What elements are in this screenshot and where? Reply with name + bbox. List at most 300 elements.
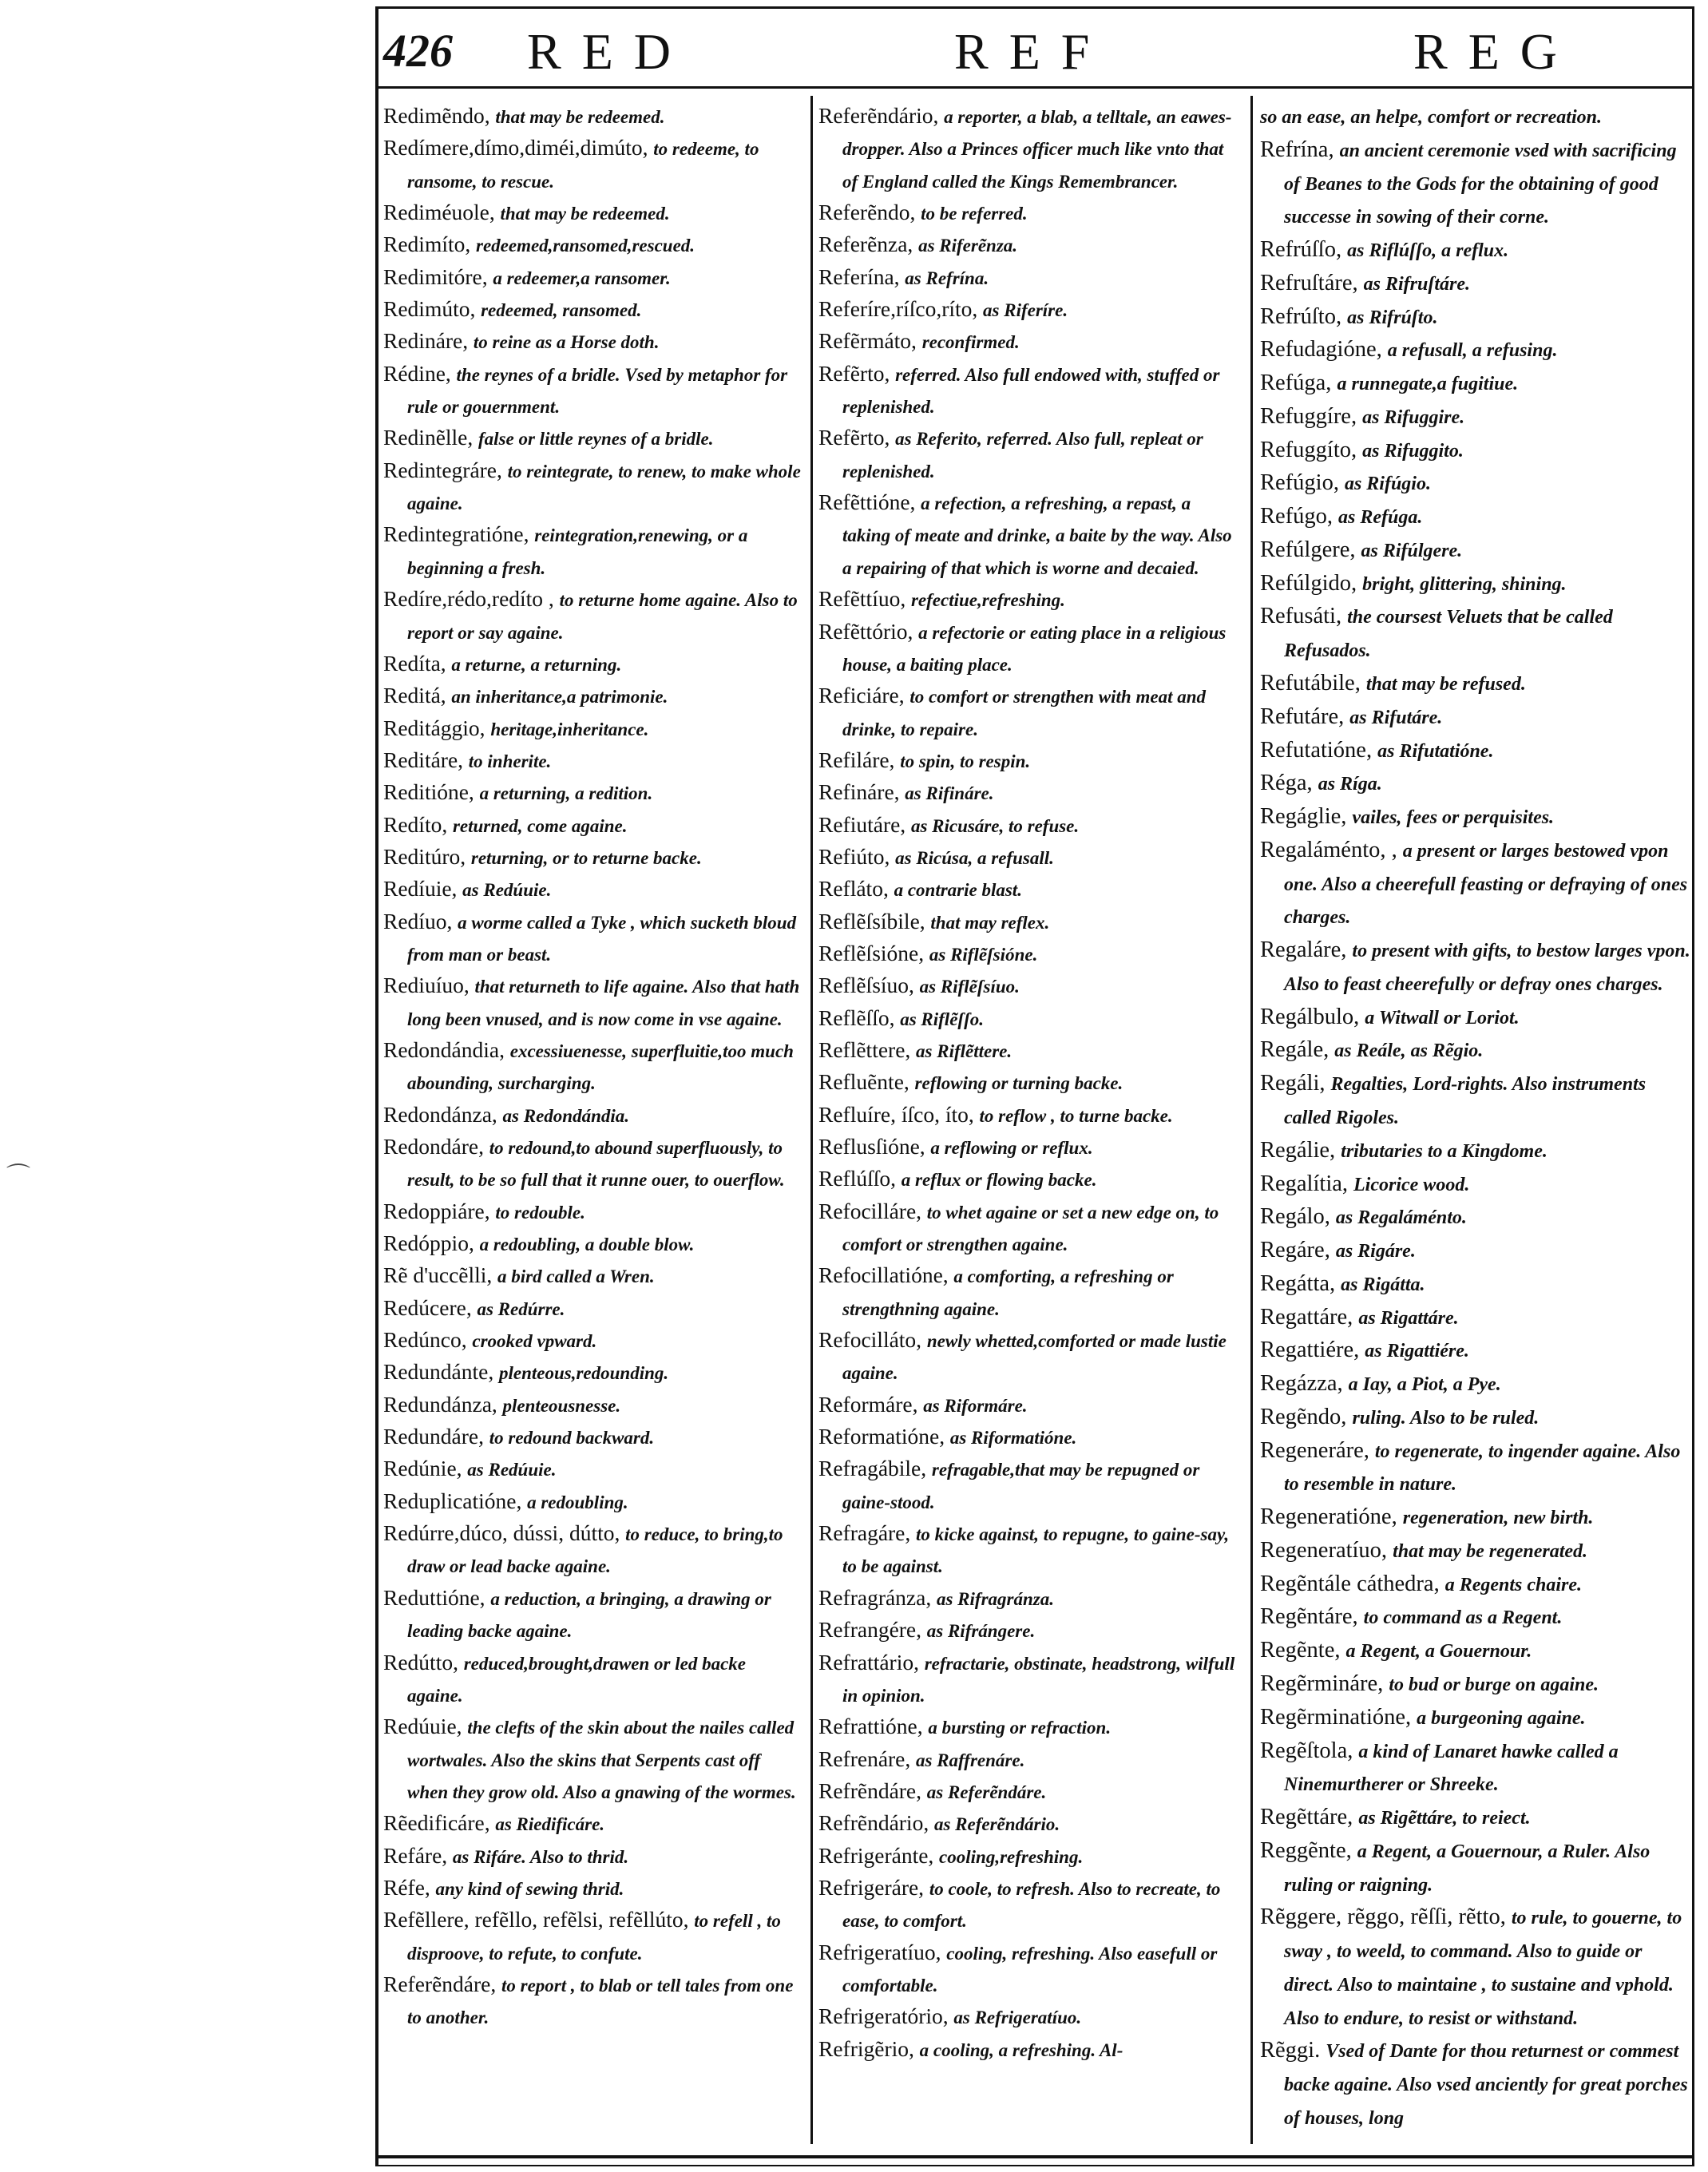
- entry-headword: Refẽrmáto,: [818, 328, 917, 354]
- entry-definition: a runnegate,a fugitiue.: [1337, 374, 1519, 395]
- dictionary-entry: [1260, 1135, 1691, 1168]
- entry-definition: as Riedificáre.: [495, 1814, 605, 1835]
- entry-headword: Regẽnte,: [1260, 1638, 1341, 1663]
- entry-headword: Regẽntáre,: [1260, 1604, 1358, 1630]
- entry-headword: Rediuíuo,: [383, 973, 470, 998]
- entry-definition: to redound backward.: [489, 1428, 655, 1449]
- dictionary-entry: [818, 359, 1240, 423]
- entry-definition: as Refúga.: [1338, 507, 1423, 529]
- entry-headword: Refúga,: [1260, 371, 1332, 396]
- entry-headword: Regále,: [1260, 1037, 1330, 1063]
- entry-definition: to comfort or strengthen with meat and drinke, to repaire.: [842, 687, 1206, 739]
- dictionary-entry: [1260, 767, 1691, 801]
- dictionary-entry: [1260, 801, 1691, 834]
- entry-definition: a contrarie blast.: [894, 880, 1022, 901]
- entry-definition: that may reflex.: [930, 912, 1050, 933]
- entry-headword: Regẽſtola,: [1260, 1738, 1353, 1763]
- entry-definition: to bud or burge on againe.: [1389, 1674, 1599, 1695]
- entry-definition: as Referẽndáre.: [926, 1782, 1047, 1802]
- dictionary-entry: [1260, 568, 1691, 601]
- entry-definition: as Rifrángere.: [926, 1621, 1036, 1642]
- entry-headword: Redintegráre,: [383, 457, 502, 482]
- dictionary-entry: [1260, 1068, 1691, 1135]
- entry-definition: plenteous,redounding.: [498, 1363, 669, 1384]
- left-border: [375, 6, 378, 2166]
- entry-definition: reduced,brought,drawen or led backe againe.: [407, 1653, 747, 1706]
- right-border: [1692, 6, 1694, 2166]
- entry-definition: that may be refused.: [1365, 674, 1526, 696]
- entry-definition: that may be redeemed.: [495, 107, 665, 127]
- entry-headword: Rẽ d'uccẽlli,: [383, 1262, 493, 1288]
- dictionary-entry: [383, 294, 805, 326]
- dictionary-entry: [818, 1453, 1240, 1518]
- entry-headword: Refiúto,: [818, 843, 890, 869]
- dictionary-entry: [1260, 1034, 1691, 1068]
- dictionary-entry: [383, 1260, 805, 1292]
- entry-definition: a present or larges bestowed vpon one. Also a cheerefull feasting or defraying of ones charges.: [1284, 840, 1688, 929]
- entry-definition: a bursting or refraction.: [928, 1718, 1112, 1738]
- entry-headword: Refúgo,: [1260, 504, 1334, 529]
- dictionary-entry: [1260, 735, 1691, 768]
- entry-headword: Referẽndo,: [818, 200, 916, 225]
- entry-headword: Refragáre,: [818, 1520, 911, 1546]
- dictionary-entry: [818, 326, 1240, 358]
- dictionary-entry: [1260, 934, 1691, 1001]
- entry-definition: to be referred.: [921, 204, 1028, 224]
- dictionary-entry: [383, 1841, 805, 1873]
- dictionary-entry: [818, 810, 1240, 842]
- entry-definition: as Rifutáre.: [1349, 707, 1443, 728]
- entry-headword: Rẽggere, rẽggo, rẽſſi, rẽtto,: [1260, 1904, 1506, 1930]
- dictionary-entry: [818, 842, 1240, 874]
- entry-definition: crooked vpward.: [472, 1331, 597, 1352]
- dictionary-entry: [383, 1357, 805, 1389]
- dictionary-entry: [818, 1132, 1240, 1163]
- entry-definition: regeneration, new birth.: [1402, 1508, 1594, 1529]
- dictionary-page: [375, 6, 1694, 2166]
- dictionary-entry: [383, 326, 805, 358]
- entry-headword: Regeneratióne,: [1260, 1504, 1397, 1530]
- entry-headword: Redíuo,: [383, 908, 453, 933]
- entry-headword: Regáre,: [1260, 1238, 1330, 1263]
- dictionary-entry: [383, 1647, 805, 1712]
- entry-headword: Refutáre,: [1260, 704, 1345, 729]
- dictionary-entry: [383, 680, 805, 712]
- entry-headword: Regázza,: [1260, 1371, 1343, 1397]
- entry-definition: the reynes of a bridle. Vsed by metaphor for rule or gouernment.: [407, 364, 788, 418]
- entry-headword: Redoppiáre,: [383, 1198, 490, 1223]
- entry-headword: Regẽndo,: [1260, 1404, 1347, 1429]
- dictionary-entry: [1260, 1235, 1691, 1268]
- entry-headword: Rédine,: [383, 360, 451, 386]
- entry-headword: Refrúſſo,: [1260, 237, 1342, 263]
- entry-definition: a returning, a redition.: [479, 783, 653, 804]
- entry-headword: Redúrre,dúco, dússi, dútto,: [383, 1520, 620, 1546]
- dictionary-entry: [1260, 1201, 1691, 1235]
- entry-definition: as Refrína.: [905, 268, 989, 288]
- entry-headword: Redundánte,: [383, 1359, 494, 1385]
- entry-headword: Reflẽſsíbile,: [818, 908, 925, 933]
- entry-definition: as Rifruſtáre.: [1363, 273, 1471, 295]
- entry-headword: Reformatióne,: [818, 1424, 945, 1449]
- entry-headword: Refáre,: [383, 1842, 448, 1868]
- dictionary-entry: [383, 584, 805, 648]
- entry-headword: Refutatióne,: [1260, 737, 1373, 763]
- entry-definition: as Riflẽſſo.: [900, 1009, 984, 1029]
- entry-headword: Redíta,: [383, 650, 446, 676]
- dictionary-entry: [818, 1841, 1240, 1873]
- entry-headword: Reflẽſsióne,: [818, 940, 925, 965]
- column-divider: [810, 96, 813, 2144]
- column-left: [383, 101, 805, 2034]
- entry-headword: Refrigeratório,: [818, 2004, 949, 2029]
- entry-definition: a Regent, a Gouernour, a Ruler. Also ruling or raigning.: [1284, 1841, 1651, 1896]
- entry-definition: to regenerate, to ingender againe. Also to resemble in nature.: [1284, 1441, 1681, 1496]
- dictionary-entry: [1260, 834, 1691, 934]
- dictionary-entry: [1260, 1368, 1691, 1401]
- dictionary-entry: [383, 1132, 805, 1196]
- dictionary-entry: [818, 2034, 1240, 2066]
- entry-headword: Referẽnza,: [818, 232, 913, 257]
- entry-definition: as Riferẽnza.: [918, 236, 1018, 256]
- entry-definition: as Riformatióne.: [949, 1428, 1077, 1449]
- entry-headword: Redimẽndo,: [383, 103, 490, 128]
- entry-headword: Referína,: [818, 264, 900, 289]
- margin-mark: ⌒: [6, 1163, 30, 1190]
- entry-headword: Refẽttíuo,: [818, 586, 906, 612]
- entry-definition: returned, come againe.: [452, 815, 628, 836]
- dictionary-entry: [818, 1873, 1240, 1937]
- entry-headword: Refuggíto,: [1260, 437, 1357, 462]
- entry-headword: Redíre,rédo,redíto ,: [383, 586, 554, 612]
- entry-headword: Refocilláto,: [818, 1327, 922, 1353]
- entry-headword: Regẽrmináre,: [1260, 1671, 1384, 1696]
- entry-headword: Redóppio,: [383, 1231, 474, 1256]
- entry-headword: Redináre,: [383, 328, 469, 354]
- dictionary-entry: [1260, 334, 1691, 367]
- entry-definition: as Rifúlgere.: [1361, 540, 1463, 561]
- entry-definition: redeemed,ransomed,rescued.: [476, 236, 695, 256]
- dictionary-entry: [818, 197, 1240, 229]
- dictionary-entry: [1260, 1735, 1691, 1802]
- entry-headword: Redondáre,: [383, 1134, 484, 1159]
- dictionary-entry: [1260, 401, 1691, 434]
- entry-headword: Regaláre,: [1260, 937, 1347, 963]
- dictionary-entry: [383, 1421, 805, 1453]
- entry-headword: Reggẽnte,: [1260, 1837, 1352, 1863]
- entry-definition: the coursest Veluets that be called Refusados.: [1284, 607, 1613, 662]
- entry-definition: as Ricúsa, a refusall.: [895, 847, 1054, 868]
- dictionary-entry: [818, 1421, 1240, 1453]
- entry-headword: Refluíre, íſco, íto,: [818, 1101, 974, 1127]
- entry-headword: Regattiére,: [1260, 1338, 1360, 1363]
- entry-definition: to redouble.: [495, 1202, 585, 1223]
- dictionary-entry: [383, 262, 805, 294]
- entry-headword: Redimíto,: [383, 232, 471, 257]
- entry-definition: cooling,refreshing.: [939, 1846, 1084, 1867]
- dictionary-entry: [1260, 367, 1691, 401]
- dictionary-entry: [818, 294, 1240, 326]
- entry-headword: Refúlgere,: [1260, 537, 1356, 562]
- bottom-rule-thin: [375, 2165, 1694, 2166]
- entry-definition: to report , to blab or tell tales from one to another.: [407, 1975, 794, 2028]
- dictionary-entry: [1260, 600, 1691, 668]
- entry-definition: to whet againe or set a new edge on, to comfort or strengthen againe.: [842, 1202, 1219, 1255]
- dictionary-entry: [1260, 301, 1691, 335]
- entry-headword: Refrína,: [1260, 137, 1334, 162]
- dictionary-entry: [1260, 1501, 1691, 1535]
- dictionary-entry: [383, 1196, 805, 1228]
- entry-headword: Refiutáre,: [818, 811, 906, 837]
- entry-headword: Refragránza,: [818, 1584, 932, 1610]
- entry-definition: a returne, a returning.: [451, 654, 622, 675]
- entry-definition: as Referito, referred. Also full, repleat or replenished.: [842, 429, 1203, 482]
- entry-headword: Reditá,: [383, 683, 446, 708]
- entry-headword: Regaláménto, ,: [1260, 837, 1397, 862]
- entry-headword: Regẽrminatióne,: [1260, 1704, 1412, 1730]
- entry-definition: a refusall, a refusing.: [1387, 340, 1558, 362]
- entry-definition: an inheritance,a patrimonie.: [451, 687, 668, 707]
- column-right: [1260, 101, 1691, 2135]
- entry-definition: refractarie, obstinate, headstrong, wilfull in opinion.: [842, 1653, 1235, 1706]
- top-border: [375, 6, 1694, 9]
- entry-headword: Regáglie,: [1260, 804, 1347, 830]
- dictionary-entry: [383, 101, 805, 133]
- entry-definition: as Rifináre.: [905, 783, 994, 804]
- entry-definition: that returneth to life againe. Also that hath long been vnused, and is now come in vse againe.: [407, 977, 800, 1029]
- entry-definition: cooling, refreshing. Also easefull or comfortable.: [842, 1943, 1218, 1996]
- entry-headword: Refrẽndáre,: [818, 1778, 922, 1803]
- entry-headword: Referíre,ríſco,ríto,: [818, 296, 978, 322]
- entry-headword: Refrattário,: [818, 1649, 919, 1675]
- dictionary-entry: [383, 1904, 805, 1969]
- entry-headword: Refocilláre,: [818, 1198, 922, 1223]
- dictionary-entry: [818, 101, 1240, 197]
- column-middle: [818, 101, 1240, 2066]
- dictionary-entry: [383, 422, 805, 454]
- entry-headword: Redímere,dímo,diméi,dimúto,: [383, 135, 648, 161]
- dictionary-entry: [383, 1389, 805, 1421]
- running-header: [383, 16, 1686, 80]
- entry-definition: a Regents chaire.: [1444, 1574, 1583, 1595]
- entry-definition: to coole, to refresh. Also to recreate, to ease, to comfort.: [842, 1878, 1221, 1932]
- entry-headword: Refúlgido,: [1260, 570, 1357, 596]
- entry-definition: a reporter, a blab, a telltale, an eawes-dropper. Also a Princes officer much like vnto that of England called the Kings Remembrancer.: [842, 107, 1232, 192]
- dictionary-entry: [1260, 1001, 1691, 1035]
- dictionary-entry: [818, 1615, 1240, 1647]
- dictionary-entry: [1260, 134, 1691, 234]
- entry-definition: as Riferíre.: [983, 300, 1068, 321]
- dictionary-entry: [383, 1808, 805, 1840]
- entry-headword: Refusáti,: [1260, 604, 1342, 629]
- dictionary-entry: [818, 970, 1240, 1002]
- entry-headword: Refrigeránte,: [818, 1842, 934, 1868]
- entry-headword: Refẽrto,: [818, 425, 890, 450]
- entry-definition: so an ease, an helpe, comfort or recreation.: [1260, 107, 1602, 128]
- entry-definition: that may be regenerated.: [1393, 1540, 1588, 1562]
- entry-definition: redeemed, ransomed.: [481, 300, 642, 321]
- entry-headword: Redúnie,: [383, 1456, 462, 1481]
- dictionary-entry: [818, 1711, 1240, 1743]
- dictionary-entry: [1260, 1168, 1691, 1202]
- entry-definition: as Rifutatióne.: [1377, 740, 1494, 762]
- entry-headword: Regẽttáre,: [1260, 1805, 1353, 1830]
- entry-headword: Redintegratióne,: [383, 521, 529, 547]
- entry-definition: as Redúuie.: [462, 880, 552, 901]
- dictionary-entry: [818, 1518, 1240, 1583]
- entry-headword: Refrúſto,: [1260, 303, 1342, 329]
- entry-headword: Redúuie,: [383, 1714, 462, 1739]
- entry-definition: bright, glittering, shining.: [1362, 573, 1567, 595]
- entry-definition: to returne home againe. Also to report or say againe.: [407, 590, 798, 643]
- entry-definition: to redeeme, to ransome, to rescue.: [407, 139, 759, 192]
- dictionary-entry: [818, 1035, 1240, 1067]
- dictionary-entry: [818, 487, 1240, 584]
- entry-definition: a Regent, a Gouernour.: [1345, 1641, 1532, 1663]
- entry-definition: as Riformáre.: [923, 1395, 1028, 1416]
- entry-headword: Redíto,: [383, 811, 448, 837]
- dictionary-entry: [383, 1873, 805, 1904]
- entry-headword: Refẽrto,: [818, 360, 890, 386]
- entry-headword: Redútto,: [383, 1649, 458, 1675]
- entry-definition: reflowing or turning backe.: [914, 1073, 1123, 1094]
- dictionary-entry: [1260, 1601, 1691, 1635]
- dictionary-entry: [1260, 1635, 1691, 1668]
- page-number: 426: [383, 25, 453, 77]
- entry-headword: Redondánza,: [383, 1101, 497, 1127]
- entry-headword: Refrẽndário,: [818, 1810, 929, 1836]
- entry-headword: Refudagióne,: [1260, 337, 1382, 363]
- entry-definition: refragable,that may be repugned or gaine-stood.: [842, 1460, 1200, 1512]
- dictionary-entry: [383, 1325, 805, 1357]
- dictionary-entry: [383, 1583, 805, 1647]
- entry-headword: Regẽntále cáthedra,: [1260, 1571, 1440, 1596]
- dictionary-entry: [383, 1969, 805, 2034]
- entry-definition: a redoubling.: [527, 1492, 628, 1512]
- entry-definition: an ancient ceremonie vsed with sacrificing of Beanes to the Gods for the obtaining of good successe in sowing of their corne.: [1284, 140, 1677, 228]
- entry-definition: to reduce, to bring,to draw or lead backe againe.: [407, 1524, 783, 1577]
- entry-definition: to reflow , to turne backe.: [979, 1105, 1173, 1126]
- entry-headword: Redondándia,: [383, 1036, 505, 1062]
- entry-headword: Regeneratíuo,: [1260, 1537, 1388, 1563]
- dictionary-entry: [818, 1583, 1240, 1615]
- entry-definition: a reduction, a bringing, a drawing or leading backe againe.: [407, 1588, 771, 1642]
- entry-headword: Redimitóre,: [383, 264, 488, 289]
- dictionary-entry: [818, 616, 1240, 681]
- dictionary-entry: [818, 1003, 1240, 1035]
- entry-definition: as Riflúſſo, a reflux.: [1347, 240, 1509, 262]
- dictionary-entry: [818, 1647, 1240, 1712]
- bottom-rule: [375, 2155, 1694, 2158]
- dictionary-entry: [818, 874, 1240, 906]
- entry-definition: as Refrigeratíuo.: [953, 2008, 1082, 2028]
- running-headword-center: REF: [954, 23, 1111, 80]
- entry-headword: Reficiáre,: [818, 683, 905, 708]
- entry-definition: as Reále, as Rẽgio.: [1334, 1040, 1484, 1062]
- entry-definition: refectiue,refreshing.: [910, 590, 1065, 611]
- dictionary-entry: [383, 906, 805, 971]
- dictionary-entry: [1260, 1302, 1691, 1335]
- dictionary-entry: [1260, 1835, 1691, 1902]
- dictionary-entry: [383, 1100, 805, 1132]
- header-rule: [375, 86, 1694, 89]
- dictionary-entry: [818, 777, 1240, 809]
- entry-headword: Refutábile,: [1260, 671, 1361, 696]
- entry-headword: Regálie,: [1260, 1137, 1336, 1163]
- dictionary-entry: [383, 455, 805, 520]
- dictionary-entry: [1260, 1334, 1691, 1368]
- entry-headword: Regalítia,: [1260, 1171, 1349, 1196]
- entry-headword: Reflúſſo,: [818, 1166, 897, 1191]
- entry-definition: to reintegrate, to renew, to make whole againe.: [407, 461, 801, 514]
- entry-headword: Regeneráre,: [1260, 1437, 1369, 1463]
- entry-definition: excessiuenesse, superfluitie,too much abounding, surcharging.: [407, 1040, 794, 1094]
- entry-headword: Refẽttióne,: [818, 489, 916, 515]
- entry-definition: vailes, fees or perquisites.: [1352, 807, 1555, 829]
- dictionary-entry: [1260, 101, 1691, 134]
- entry-definition: as Rifragránza.: [936, 1588, 1054, 1609]
- entry-definition: a cooling, a refreshing. Al-: [919, 2039, 1123, 2060]
- entry-definition: a bird called a Wren.: [497, 1266, 655, 1287]
- entry-definition: a redoubling, a double blow.: [479, 1235, 695, 1255]
- dictionary-entry: [383, 519, 805, 584]
- entry-definition: as Rifúgio.: [1344, 474, 1431, 495]
- entry-definition: returning, or to returne backe.: [470, 847, 702, 868]
- dictionary-entry: [818, 906, 1240, 938]
- dictionary-entry: [818, 1776, 1240, 1808]
- entry-definition: a reflux or flowing backe.: [901, 1170, 1097, 1191]
- entry-definition: as Rigattiére.: [1365, 1341, 1469, 1362]
- entry-definition: a Witwall or Loriot.: [1365, 1007, 1520, 1029]
- dictionary-entry: [383, 1293, 805, 1325]
- entry-headword: Referẽndário,: [818, 103, 939, 128]
- entry-definition: to command as a Regent.: [1363, 1607, 1563, 1629]
- entry-headword: Refúgio,: [1260, 470, 1339, 496]
- entry-definition: Licorice wood.: [1353, 1174, 1470, 1195]
- entry-headword: Redúcere,: [383, 1294, 472, 1320]
- dictionary-entry: [818, 422, 1240, 487]
- entry-headword: Refrigẽrio,: [818, 2035, 914, 2061]
- entry-definition: as Riflẽſsíuo.: [919, 977, 1020, 997]
- dictionary-entry: [1260, 1901, 1691, 2035]
- entry-definition: false or little reynes of a bridle.: [478, 429, 714, 450]
- entry-definition: as Rifáre. Also to thrid.: [452, 1846, 629, 1867]
- entry-headword: Reditáre,: [383, 747, 464, 772]
- dictionary-entry: [818, 1163, 1240, 1195]
- dictionary-entry: [383, 197, 805, 229]
- entry-definition: as Ricusáre, to refuse.: [910, 815, 1080, 836]
- entry-definition: as Ríga.: [1318, 774, 1382, 795]
- dictionary-entry: [818, 680, 1240, 745]
- entry-headword: Reditággio,: [383, 715, 485, 740]
- dictionary-entry: [1260, 1435, 1691, 1502]
- dictionary-entry: [818, 1937, 1240, 2002]
- dictionary-entry: [383, 713, 805, 745]
- entry-headword: Regattáre,: [1260, 1304, 1353, 1330]
- dictionary-entry: [383, 745, 805, 777]
- entry-definition: plenteousnesse.: [502, 1395, 621, 1416]
- entry-definition: the clefts of the skin about the nailes called wortwales. Also the skins that Serpents cast off when they grow old. Also a gnawing of the wormes.: [407, 1718, 796, 1802]
- entry-headword: Refluẽnte,: [818, 1069, 909, 1095]
- dictionary-entry: [1260, 1702, 1691, 1735]
- entry-definition: as Redondándia.: [502, 1105, 630, 1126]
- entry-definition: tributaries to a Kingdome.: [1341, 1140, 1548, 1162]
- entry-headword: Reflẽſsíuo,: [818, 973, 914, 998]
- entry-definition: as Rifuggire.: [1362, 406, 1465, 428]
- entry-definition: heritage,inheritance.: [490, 719, 649, 739]
- dictionary-entry: [383, 1486, 805, 1518]
- entry-headword: Refuggíre,: [1260, 403, 1357, 429]
